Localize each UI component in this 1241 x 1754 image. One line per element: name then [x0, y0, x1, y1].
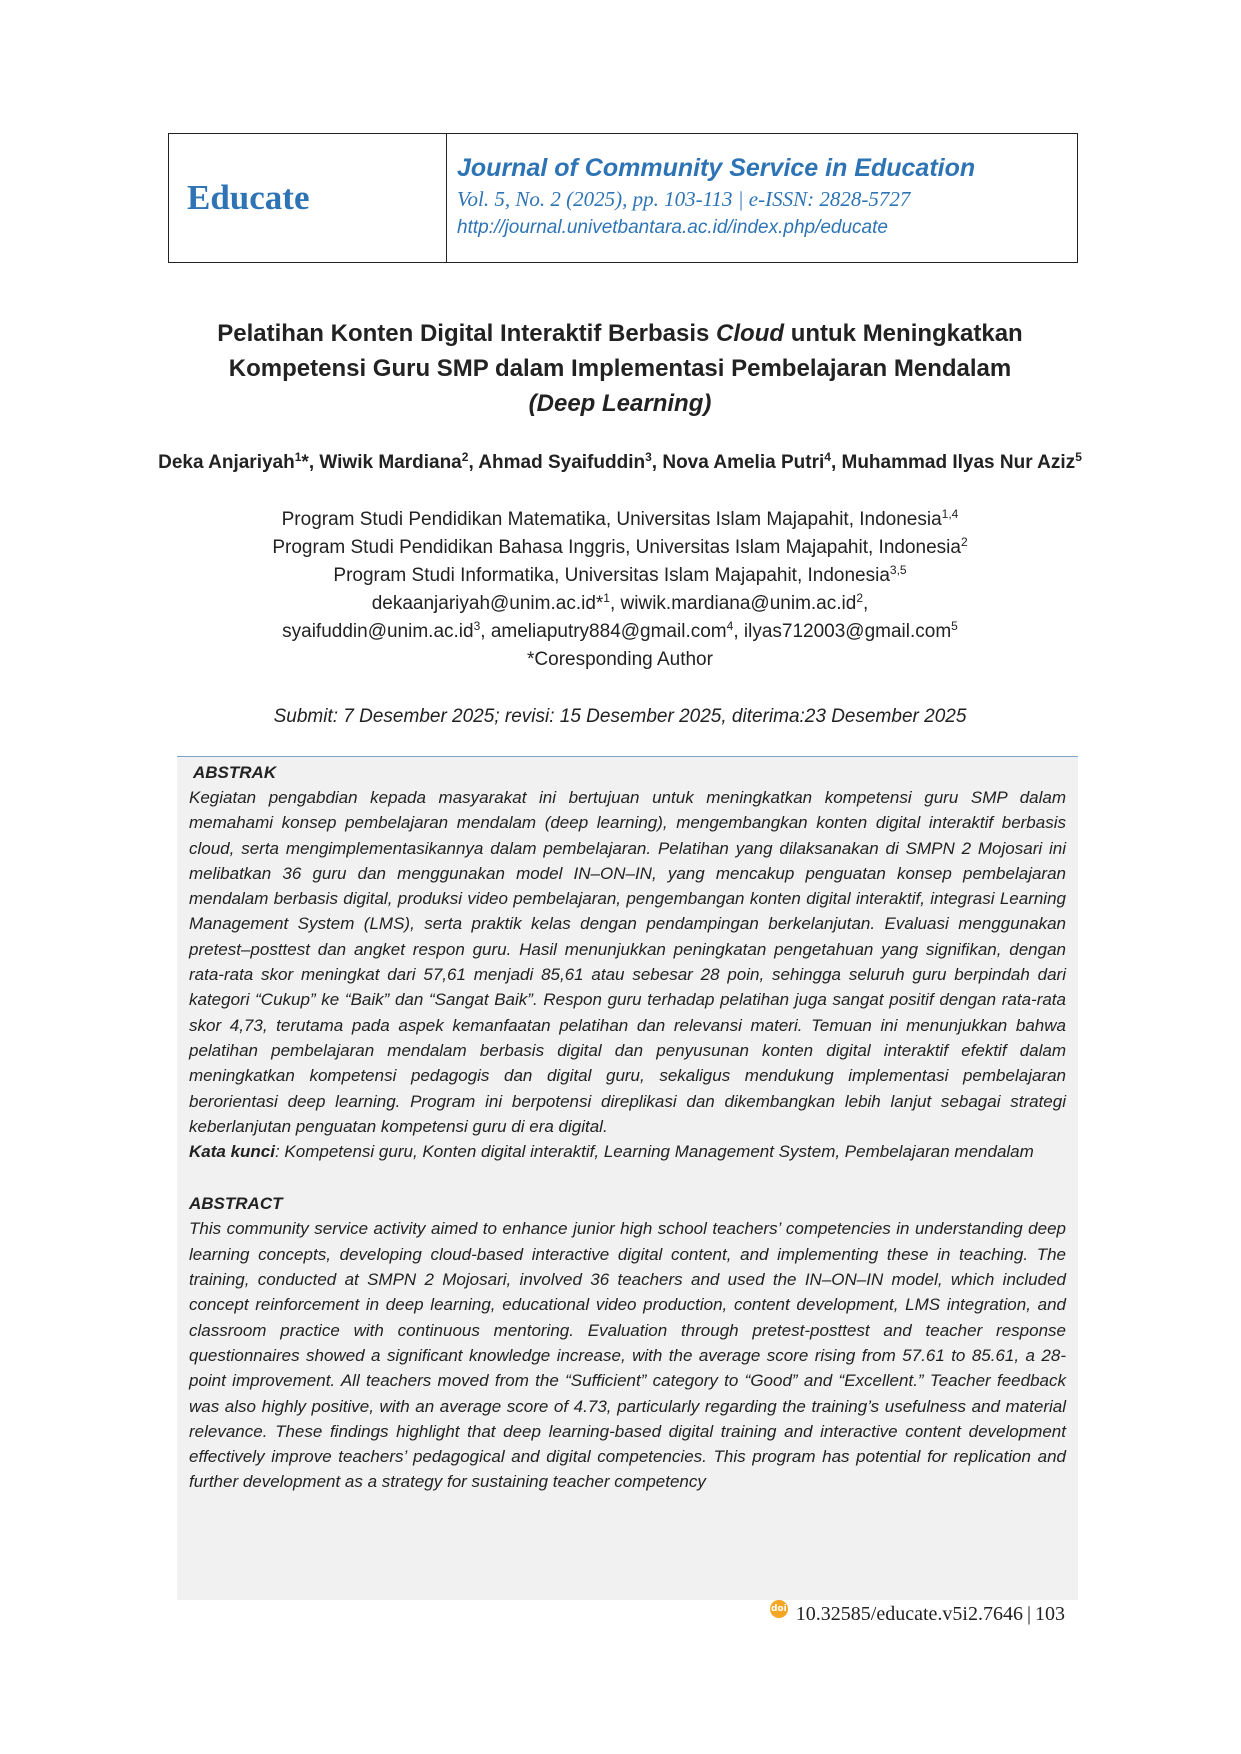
journal-brand-cell [169, 134, 447, 262]
author: Deka Anjariyah$^1$*, [158, 450, 320, 473]
author-list [150, 449, 1090, 477]
journal-name: Journal of Community Service in Education [457, 154, 976, 182]
title-part-2: untuk Meningkatkan Kompetensi Guru SMP dalam Implementasi Pembelajaran Mendalam [228, 320, 1023, 382]
abstrak-text: Kegiatan pengabdian kepada masyarakat ini bertujuan untuk meningkatkan kompetensi guru SMP dalam memahami konsep pembelajaran mendalam (deep learning), mengembangkan konten digital interaktif berbasis cloud, serta mengimplementasikannya dalam pembelajaran. Pelatihan yang dilaksanakan di SMPN 2 Mojosari ini melibatkan 36 guru dan menggunakan model IN–ON–IN, yang mencakup penguatan konsep pembelajaran mendalam berbasis digital, produksi video pembelajaran, pengembangan konten digital interaktif, integrasi Learning Management System (LMS), serta praktik kelas dengan pendampingan berkelanjutan. Evaluasi menggunakan pretest–posttest dan angket respon guru. Hasil menunjukkan peningkatan pengetahuan yang signifikan, dengan rata-rata skor meningkat dari 57,61 menjadi 85,61 atau sebesar 28 poin, sehingga seluruh guru berpindah dari kategori “Cukup” ke “Baik” dan “Sangat Baik”. Respon guru terhadap pelatihan juga sangat positif dengan rata-rata skor 4,73, terutama pada aspek kemanfaatan pelatihan dan relevansi materi. Temuan ini menunjukkan bahwa pelatihan pembelajaran mendalam berbasis digital dan penyusunan konten digital interaktif efektif dalam meningkatkan kompetensi pedagogis dan digital guru, sekaligus mendukung implementasi pembelajaran berorientasi deep learning. Program ini berpotensi direplikasi dan dikembangkan lebih lanjut sebagai strategi keberlanjutan penguatan kompetensi guru di era digital. [189, 788, 1066, 1136]
email-link[interactable]: dekaanjariyah@unim.ac.id* [371, 593, 604, 614]
affiliations [150, 506, 1090, 674]
email-link[interactable]: wiwik.mardiana@unim.ac.id [620, 593, 857, 614]
author: Nova Amelia Putri$^4$, [662, 450, 842, 473]
corresponding-author-note: *Coresponding Author [527, 649, 713, 670]
doi-link[interactable]: 10.32585/educate.v5i2.7646 [795, 1603, 1023, 1625]
author: Muhammad Ilyas Nur Aziz$^5$ [841, 450, 1082, 473]
journal-info-cell [447, 134, 975, 262]
email-line: $syaifuddin@unim.ac.id^3$, ameliaputry884@gmail.com$^4$, ilyas712003@gmail.com$^5$ [282, 619, 958, 642]
email-link[interactable]: ameliaputry884@gmail.com [490, 621, 727, 642]
author: Ahmad Syaifuddin$^3$, [478, 450, 663, 473]
affiliation: Program Studi Informatika, Universitas Islam Majapahit, Indonesia$^{3,5}$ [333, 563, 907, 586]
title-deep-learning: (Deep Learning) [528, 390, 712, 417]
page-number: 103 [1035, 1603, 1065, 1625]
journal-url[interactable]: http://journal.univetbantara.ac.id/index.php/educate [457, 217, 888, 238]
footer-separator: | [1026, 1603, 1031, 1625]
doi-icon: doi [770, 1600, 788, 1618]
page-footer [770, 1603, 1065, 1626]
title-part-1: Pelatihan Konten Digital Interaktif Berbasis [217, 320, 717, 347]
abstract-text: This community service activity aimed to enhance junior high school teachers’ competencies in understanding deep learning concepts, developing cloud-based interactive digital content, and implementing these in teaching. The training, conducted at SMPN 2 Mojosari, involved 36 teachers and used the IN–ON–IN model, which included concept reinforcement in deep learning, educational video production, content development, LMS integration, and classroom practice with continuous mentoring. Evaluation through pretest-posttest and teacher response questionnaires showed a significant knowledge increase, with the average score rising from 57.61 to 85.61, a 28-point improvement. All teachers moved from the “Sufficient” category to “Good” and “Excellent.” Teacher feedback was also highly positive, with an average score of 4.73, particularly regarding the training’s usefulness and material relevance. These findings highlight that deep learning-based digital training and interactive content development effectively improve teachers’ pedagogical and digital competencies. This program has potential for replication and further development as a strategy for sustaining teacher competency [189, 1219, 1066, 1492]
paper-title [150, 316, 1090, 421]
email-line: dekaanjariyah@unim.ac.id*$^1$, $wiwik.mardiana@unim.ac.id^2$, [371, 591, 869, 614]
author: Wiwik Mardiana$^2$, [319, 450, 479, 473]
affiliation: Program Studi Pendidikan Matematika, Universitas Islam Majapahit, Indonesia$^{1,4}$ [281, 507, 959, 530]
abstrak-heading: ABSTRAK [193, 763, 277, 782]
affiliation: Program Studi Pendidikan Bahasa Inggris, Universitas Islam Majapahit, Indonesia$^2$ [272, 535, 968, 558]
email-link[interactable]: syaifuddin@unim.ac.id [282, 621, 474, 642]
title-cloud: Cloud [716, 320, 785, 347]
keywords-label: Kata kunci [189, 1142, 275, 1162]
submission-dates: Submit: 7 Desember 2025; revisi: 15 Desember 2025, diterima:23 Desember 2025 [273, 706, 967, 727]
journal-volume: Vol. 5, No. 2 (2025), pp. 103-113 | e-ISSN: 2828-5727 [457, 187, 911, 211]
abstract-heading: ABSTRACT [189, 1194, 283, 1214]
abstract-panel [177, 756, 1078, 1600]
journal-header [168, 133, 1078, 263]
keywords-text: : Kompetensi guru, Konten digital interaktif, Learning Management System, Pembelajaran mendalam [274, 1142, 1034, 1162]
email-link[interactable]: ilyas712003@gmail.com [743, 621, 952, 642]
journal-brand: Educate [187, 178, 310, 217]
keywords [189, 1139, 1066, 1164]
